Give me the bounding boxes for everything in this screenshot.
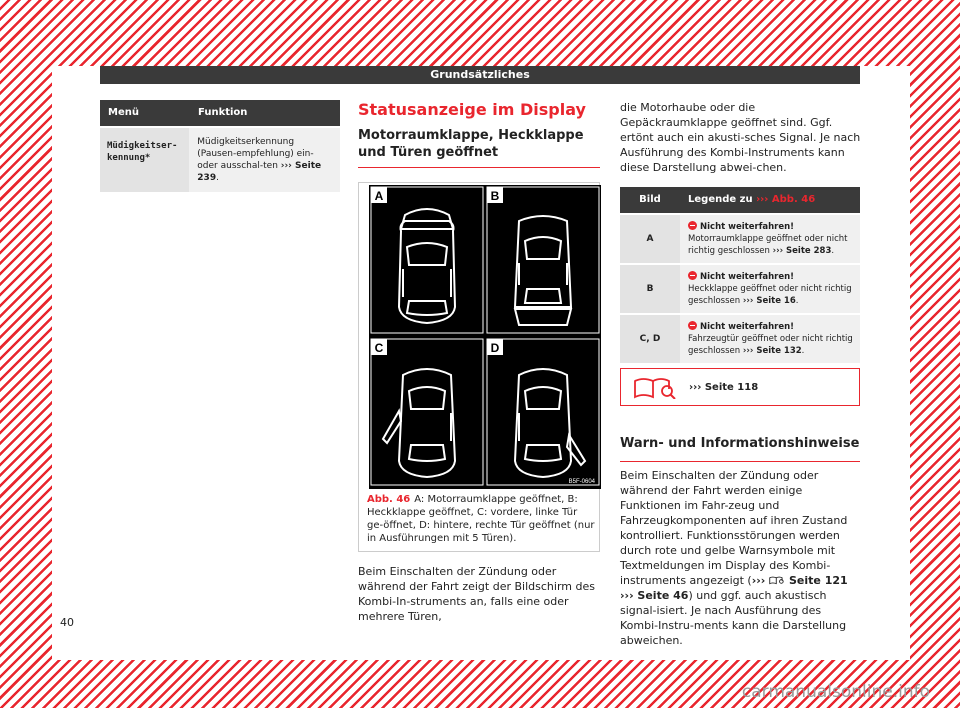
legend-cell: Nicht weiterfahren! Motorraumklappe geöffnet oder nicht richtig geschlossen ››› Seite 283. bbox=[688, 222, 848, 256]
reference-box bbox=[620, 368, 860, 406]
col-function: Funktion bbox=[198, 107, 248, 118]
reference-link[interactable]: ››› Seite 118 bbox=[689, 381, 759, 393]
door-status-illustration bbox=[369, 185, 601, 489]
page-link[interactable]: ››› Seite 46 bbox=[620, 589, 689, 602]
figure-link[interactable]: ››› Abb. 46 bbox=[756, 194, 816, 205]
function-cell: Müdigkeitserkennung (Pausen-empfehlung) ein- oder ausschal-ten ››› Seite 239. bbox=[197, 137, 322, 183]
figure-code: B5F-0604 bbox=[568, 479, 595, 485]
figure-caption bbox=[367, 493, 595, 545]
warn-section-title: Warn- und Informationshinweise bbox=[620, 436, 860, 462]
table-row bbox=[100, 128, 340, 192]
page-number: 40 bbox=[60, 616, 74, 629]
image-cell: C, D bbox=[620, 315, 680, 363]
section-subtitle: Motorraumklappe, Heckklappe und Türen geöffnet bbox=[358, 127, 600, 168]
menu-cell: Müdigkeitser-kennung* bbox=[100, 128, 189, 192]
legend-cell: Nicht weiterfahren! Fahrzeugtür geöffnet oder nicht richtig geschlossen ››› Seite 132. bbox=[688, 322, 853, 356]
stop-warning-icon bbox=[688, 221, 697, 230]
panel-label-d: D bbox=[490, 341, 500, 355]
image-cell: B bbox=[620, 265, 680, 313]
legend-cell: Nicht weiterfahren! Heckklappe geöffnet oder nicht richtig geschlossen ››› Seite 16. bbox=[688, 272, 852, 306]
body-paragraph: die Motorhaube oder die Gepäckraumklappe geöffnet sind. Ggf. ertönt auch ein akusti-sches Signal. Je nach Ausführung des Kombi-Instruments kann diese Darstellung abwei-chen. bbox=[620, 101, 861, 174]
caption-label: Abb. 46 bbox=[367, 494, 411, 505]
caption-text: A: Motorraumklappe geöffnet, B: Heckklappe geöffnet, C: vordere, linke Tür ge-öffnet, D: hintere, rechte Tür geöffnet (nur in Ausführungen mit 5 Türen). bbox=[367, 494, 595, 544]
table-row bbox=[620, 315, 860, 363]
menu-table bbox=[100, 100, 340, 192]
figure-image bbox=[369, 185, 601, 489]
book-icon bbox=[769, 575, 785, 585]
page-header: Grundsätzliches bbox=[100, 66, 860, 84]
right-column bbox=[620, 100, 862, 175]
table-row bbox=[620, 215, 860, 263]
body-paragraph: Beim Einschalten der Zündung oder während der Fahrt zeigt der Bildschirm des Kombi-In-struments an, falls eine oder mehrere Türen, bbox=[358, 565, 595, 623]
page-link[interactable]: ››› Seite 16 bbox=[742, 296, 796, 306]
panel-label-b: B bbox=[490, 189, 500, 203]
table-header bbox=[100, 100, 340, 126]
col-image: Bild bbox=[639, 194, 661, 205]
stop-warning-icon bbox=[688, 321, 697, 330]
image-cell: A bbox=[620, 215, 680, 263]
panel-label-a: A bbox=[374, 189, 384, 203]
stop-warning-icon bbox=[688, 271, 697, 280]
col-legend: Legende zu ››› Abb. 46 bbox=[688, 194, 816, 205]
panel-label-c: C bbox=[374, 341, 384, 355]
warn-paragraph: Beim Einschalten der Zündung oder während der Fahrt werden einige Funktionen im Fahr-zeug und Fahrzeugkomponenten auf ihren Zustand kontrolliert. Funktionsstörungen werden durch rote und gelbe Warnsymbole mit Textmeldungen im Display des Kombi-instruments angezeigt (››› Seite 121 ››› Seite 46) und ggf. auch akustisch signal-isiert. Je nach Ausführung des Kombi-Instru-ments kann die Darstellung abweichen. bbox=[620, 469, 848, 647]
table-row bbox=[620, 265, 860, 313]
section-title: Statusanzeige im Display bbox=[358, 100, 586, 119]
legend-table bbox=[620, 187, 860, 363]
page-link[interactable]: ››› Seite 121 bbox=[751, 574, 848, 587]
watermark: carmanualsonline.info bbox=[741, 682, 930, 702]
table-header bbox=[620, 187, 860, 213]
figure-46 bbox=[358, 182, 600, 552]
section-heading bbox=[358, 100, 600, 168]
page-link[interactable]: ››› Seite 283 bbox=[772, 246, 832, 256]
col-menu: Menü bbox=[108, 107, 139, 118]
book-icon bbox=[633, 375, 677, 399]
page-link[interactable]: ››› Seite 132 bbox=[742, 346, 802, 356]
page-link[interactable]: ››› Seite 239 bbox=[197, 161, 322, 183]
